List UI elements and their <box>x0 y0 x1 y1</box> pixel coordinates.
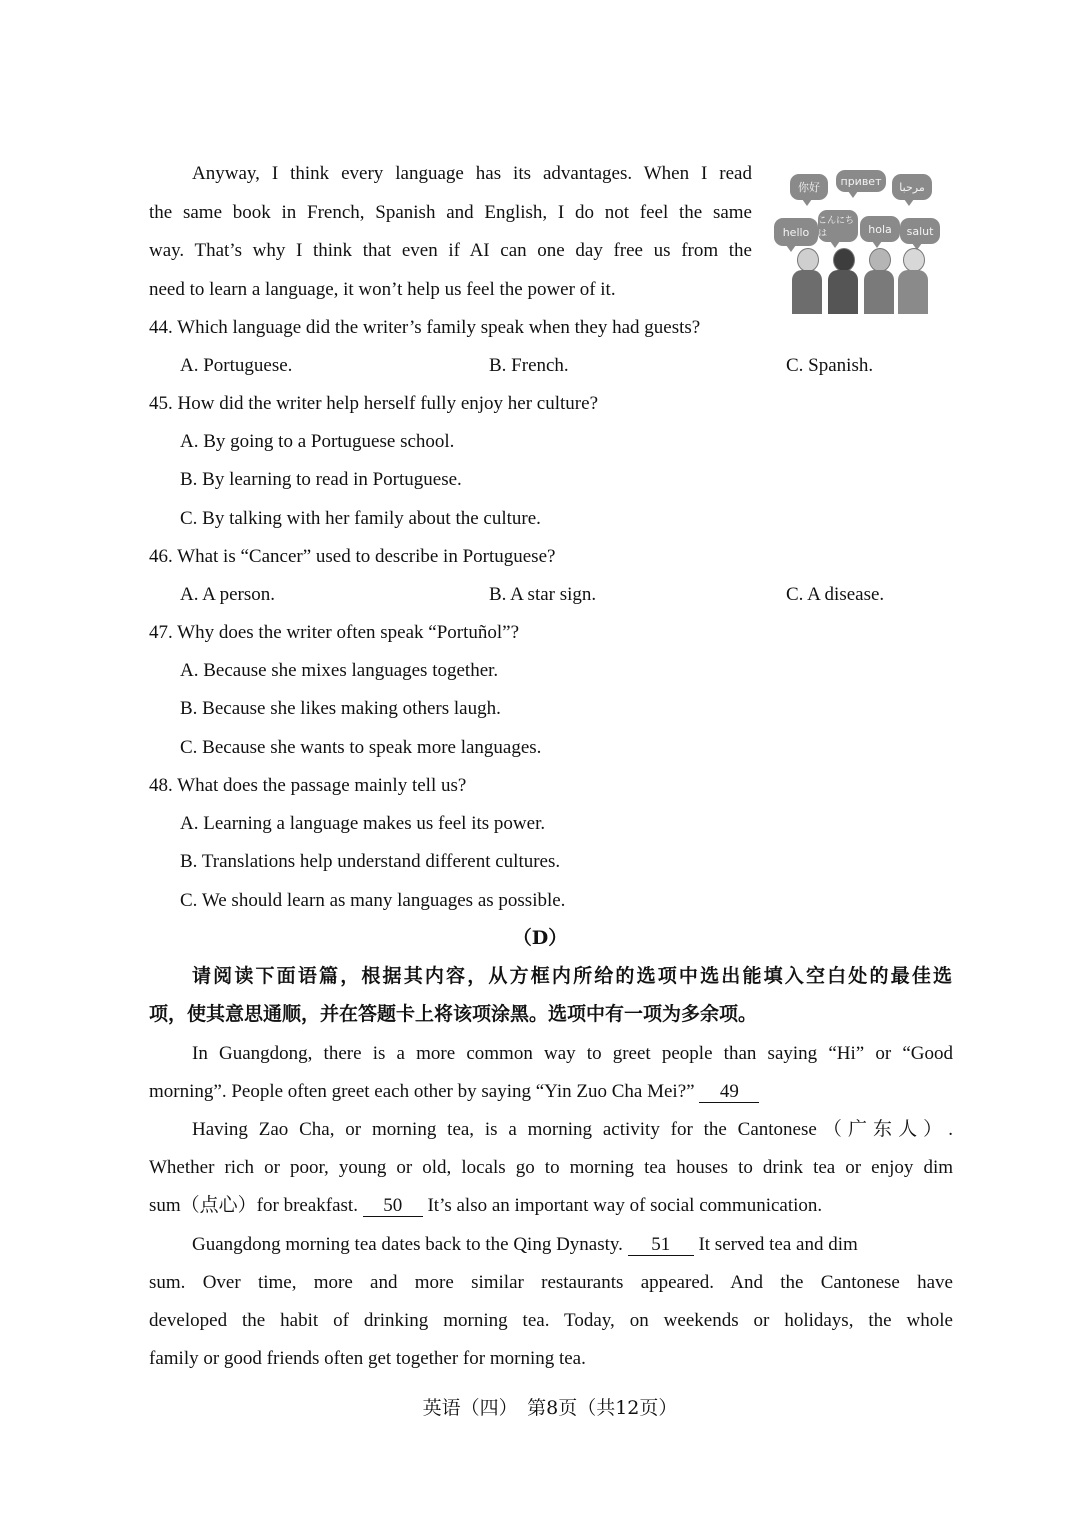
option-a: A. A person. <box>180 584 275 605</box>
blank-50: 50 <box>363 1196 423 1217</box>
person-figure <box>864 248 894 314</box>
option-c: C. By talking with her family about the culture. <box>180 508 541 529</box>
option-a: A. Because she mixes languages together. <box>180 660 499 681</box>
paragraph-line: family or good friends often get together for morning tea. <box>149 1348 586 1369</box>
speech-bubble: こんにちは <box>818 210 858 242</box>
paragraph-line: Guangdong morning tea dates back to the Qing Dynasty. 51 It served tea and dim <box>192 1234 858 1255</box>
paragraph-line: sum（点心）for breakfast. 50 It’s also an important way of social communication. <box>149 1195 823 1216</box>
option-a: A. Portuguese. <box>180 355 293 376</box>
person-figure <box>828 248 858 314</box>
option-a: A. By going to a Portuguese school. <box>180 431 455 452</box>
paragraph-line: Having Zao Cha, or morning tea, is a morning activity for the Cantonese（广东人）. <box>192 1119 953 1140</box>
instruction-line: 请阅读下面语篇，根据其内容，从方框内所给的选项中选出能填入空白处的最佳选 <box>192 965 952 987</box>
option-b: B. A star sign. <box>489 584 597 605</box>
speech-bubble: مرحبا <box>892 174 932 200</box>
question-stem: 46. What is “Cancer” used to describe in Portuguese? <box>149 546 556 567</box>
instruction-line: 项，使其意思通顺，并在答题卡上将该项涂黑。选项中有一项为多余项。 <box>149 1003 758 1025</box>
person-figure <box>898 248 928 314</box>
option-c: C. We should learn as many languages as possible. <box>180 890 566 911</box>
languages-illustration <box>772 166 944 314</box>
option-c: C. A disease. <box>786 584 885 605</box>
option-c: C. Because she wants to speak more languages. <box>180 737 542 758</box>
paragraph-line: sum. Over time, more and more similar restaurants appeared. And the Cantonese have <box>149 1272 953 1293</box>
speech-bubble: salut <box>900 218 940 244</box>
blank-51: 51 <box>628 1235 694 1256</box>
question-stem: 48. What does the passage mainly tell us? <box>149 775 467 796</box>
passage-line: need to learn a language, it won’t help us feel the power of it. <box>149 279 616 300</box>
paragraph-line: Whether rich or poor, young or old, locals go to morning tea houses to drink tea or enjoy dim <box>149 1157 953 1178</box>
option-a: A. Learning a language makes us feel its power. <box>180 813 546 834</box>
option-b: B. Because she likes making others laugh. <box>180 698 501 719</box>
page-footer: 英语（四） 第8页（共12页） <box>422 1397 678 1419</box>
speech-bubble: 你好 <box>790 174 828 200</box>
option-b: B. Translations help understand different cultures. <box>180 851 561 872</box>
question-stem: 44. Which language did the writer’s family speak when they had guests? <box>149 317 701 338</box>
paragraph-line: morning”. People often greet each other by saying “Yin Zuo Cha Mei?” 49 <box>149 1082 759 1103</box>
section-title: （D） <box>512 927 568 949</box>
question-stem: 45. How did the writer help herself fully enjoy her culture? <box>149 393 598 414</box>
passage-line: way. That’s why I think that even if AI can one day free us from the <box>149 240 752 261</box>
option-c: C. Spanish. <box>786 355 874 376</box>
paragraph-line: In Guangdong, there is a more common way to greet people than saying “Hi” or “Good <box>192 1043 953 1064</box>
speech-bubble: hello <box>774 218 818 246</box>
paragraph-line: developed the habit of drinking morning tea. Today, on weekends or holidays, the whole <box>149 1310 953 1331</box>
passage-line: Anyway, I think every language has its advantages. When I read <box>192 163 752 184</box>
option-b: B. French. <box>489 355 569 376</box>
question-stem: 47. Why does the writer often speak “Portuñol”? <box>149 622 520 643</box>
option-b: B. By learning to read in Portuguese. <box>180 469 462 490</box>
person-figure <box>792 248 822 314</box>
blank-49: 49 <box>699 1082 759 1103</box>
speech-bubble: hola <box>860 216 900 242</box>
passage-line: the same book in French, Spanish and English, I do not feel the same <box>149 202 752 223</box>
speech-bubble: привет <box>836 170 886 192</box>
